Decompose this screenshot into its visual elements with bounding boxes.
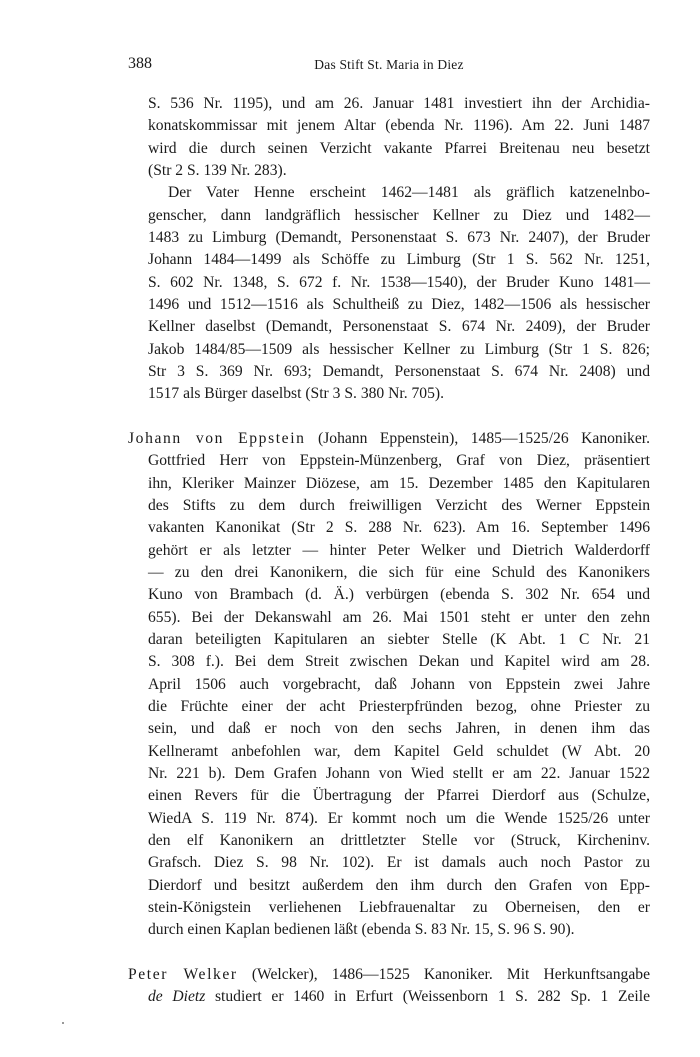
text-line: WiedA S. 119 Nr. 874). Er kommt noch um die Wende 1525/26 unter bbox=[148, 809, 650, 827]
text-line: Nr. 221 b). Dem Grafen Johann von Wied stellt er am 22. Januar 1522 bbox=[148, 764, 650, 782]
page-header bbox=[128, 55, 650, 79]
scan-speck bbox=[62, 1022, 64, 1024]
text-line: Kellneramt anbefohlen war, dem Kapitel Geld schuldet (W Abt. 20 bbox=[148, 742, 650, 760]
text-line: 1517 als Bürger daselbst (Str 3 S. 380 Nr. 705). bbox=[148, 385, 444, 403]
entry-spacer bbox=[128, 406, 650, 428]
text-line: durch einen Kaplan bedienen läßt (ebenda S. 83 Nr. 15, S. 96 S. 90). bbox=[148, 921, 575, 939]
text-line: Johann 1484—1499 als Schöffe zu Limburg (Str 1 S. 562 Nr. 1251, bbox=[148, 251, 650, 269]
text-line: den elf Kanonikern an drittletzter Stelle vor (Struck, Kircheninv. bbox=[148, 832, 650, 849]
text-line: genscher, dann landgräflich hessischer Kellner zu Diez und 1482— bbox=[148, 206, 650, 224]
text-line: die Früchte einer der acht Priesterpfründen bezog, ohne Priester zu bbox=[148, 697, 650, 715]
entry-name: Peter Welker bbox=[128, 965, 238, 983]
running-title: Das Stift St. Maria in Diez bbox=[314, 57, 464, 72]
text-line: einen Revers für die Übertragung der Pfarrei Dierdorf aus (Schulze, bbox=[148, 787, 650, 805]
entry-heading-line bbox=[128, 964, 650, 986]
text-line: konatskommissar mit jenem Altar (ebenda Nr. 1196). Am 22. Juni 1487 bbox=[148, 117, 650, 135]
entry-peter-welker bbox=[128, 964, 650, 1009]
text-line: des Stifts zu dem durch freiwilligen Verzicht des Werner Eppstein bbox=[148, 496, 650, 514]
entry-spacer bbox=[128, 942, 650, 964]
text-line: wird die durch seinen Verzicht vakante Pfarrei Breitenau neu besetzt bbox=[148, 139, 650, 157]
text-line: Jakob 1484/85—1509 als hessischer Kellner zu Limburg (Str 1 S. 826; bbox=[148, 340, 650, 358]
text-line: Kuno von Brambach (d. Ä.) verbürgen (ebenda S. 302 Nr. 654 und bbox=[148, 586, 650, 604]
text-line: 1496 und 1512—1516 als Schultheiß zu Diez, 1482—1506 als hessischer bbox=[148, 296, 650, 314]
text-line: S. 536 Nr. 1195), und am 26. Januar 1481 investiert ihn der Archidia- bbox=[148, 95, 650, 112]
text-line: Dierdorf und besitzt außerdem den ihm durch den Grafen von Epp- bbox=[148, 876, 650, 894]
page-body bbox=[128, 93, 650, 1008]
text-line: Str 3 S. 369 Nr. 693; Demandt, Personenstaat S. 674 Nr. 2408) und bbox=[148, 363, 650, 381]
text-line: Gottfried Herr von Eppstein-Münzenberg, Graf von Diez, präsentiert bbox=[148, 452, 650, 470]
text-line: S. 308 f.). Bei dem Streit zwischen Dekan und Kapitel wird am 28. bbox=[148, 653, 650, 671]
entry-name: Johann von Eppstein bbox=[128, 429, 306, 447]
text-line: gehört er als letzter — hinter Peter Welker und Dietrich Walderdorff bbox=[148, 541, 650, 559]
origin-italic: de Dietz bbox=[148, 988, 206, 1006]
text-line: ihn, Kleriker Mainzer Diözese, am 15. Dezember 1485 den Kapitularen bbox=[148, 474, 650, 492]
family-paragraph bbox=[128, 182, 650, 405]
text-line: Kellner daselbst (Demandt, Personenstaat S. 674 Nr. 2409), der Bruder bbox=[148, 318, 650, 336]
entry-heading-rest: (Welcker), 1486—1525 Kanoniker. Mit Herkunftsangabe bbox=[237, 965, 650, 983]
text-line: Grafsch. Diez S. 98 Nr. 102). Er ist damals auch noch Pastor zu bbox=[148, 854, 650, 872]
text-line: vakanten Kanonikat (Str 2 S. 288 Nr. 623). Am 16. September 1496 bbox=[148, 519, 650, 537]
text-line: stein-Königstein verliehenen Liebfrauenaltar zu Oberneisen, den er bbox=[148, 899, 650, 917]
text-line: 1483 zu Limburg (Demandt, Personenstaat S. 673 Nr. 2407), der Bruder bbox=[148, 229, 650, 247]
text-line: S. 602 Nr. 1348, S. 672 f. Nr. 1538—1540), der Bruder Kuno 1481— bbox=[148, 273, 650, 291]
entry-johann-von-eppstein bbox=[128, 428, 650, 942]
entry-heading-rest: (Johann Eppenstein), 1485—1525/26 Kanoniker. bbox=[305, 429, 650, 447]
entry-heading-line bbox=[128, 428, 650, 450]
page-number: 388 bbox=[128, 55, 152, 72]
text-line: sein, und daß er noch von den sechs Jahren, in denen ihm das bbox=[148, 720, 650, 738]
text-line bbox=[128, 986, 650, 1008]
text-line: (Str 2 S. 139 Nr. 283). bbox=[148, 162, 287, 180]
text-line: Der Vater Henne erscheint 1462—1481 als gräflich katzenelnbo- bbox=[168, 184, 650, 202]
text-line-rest: studiert er 1460 in Erfurt (Weissenborn 1 S. 282 Sp. 1 Zeile bbox=[205, 988, 650, 1006]
text-line: daran beteiligten Kapitularen an siebter Stelle (K Abt. 1 C Nr. 21 bbox=[148, 630, 650, 648]
text-line: April 1506 auch vorgebracht, daß Johann von Eppstein zwei Jahre bbox=[148, 675, 650, 693]
text-line: — zu den drei Kanonikern, die sich für eine Schuld des Kanonikers bbox=[148, 563, 650, 581]
continued-paragraph bbox=[128, 93, 650, 182]
text-line: 655). Bei der Dekanswahl am 26. Mai 1501 steht er unter den zehn bbox=[148, 608, 650, 626]
